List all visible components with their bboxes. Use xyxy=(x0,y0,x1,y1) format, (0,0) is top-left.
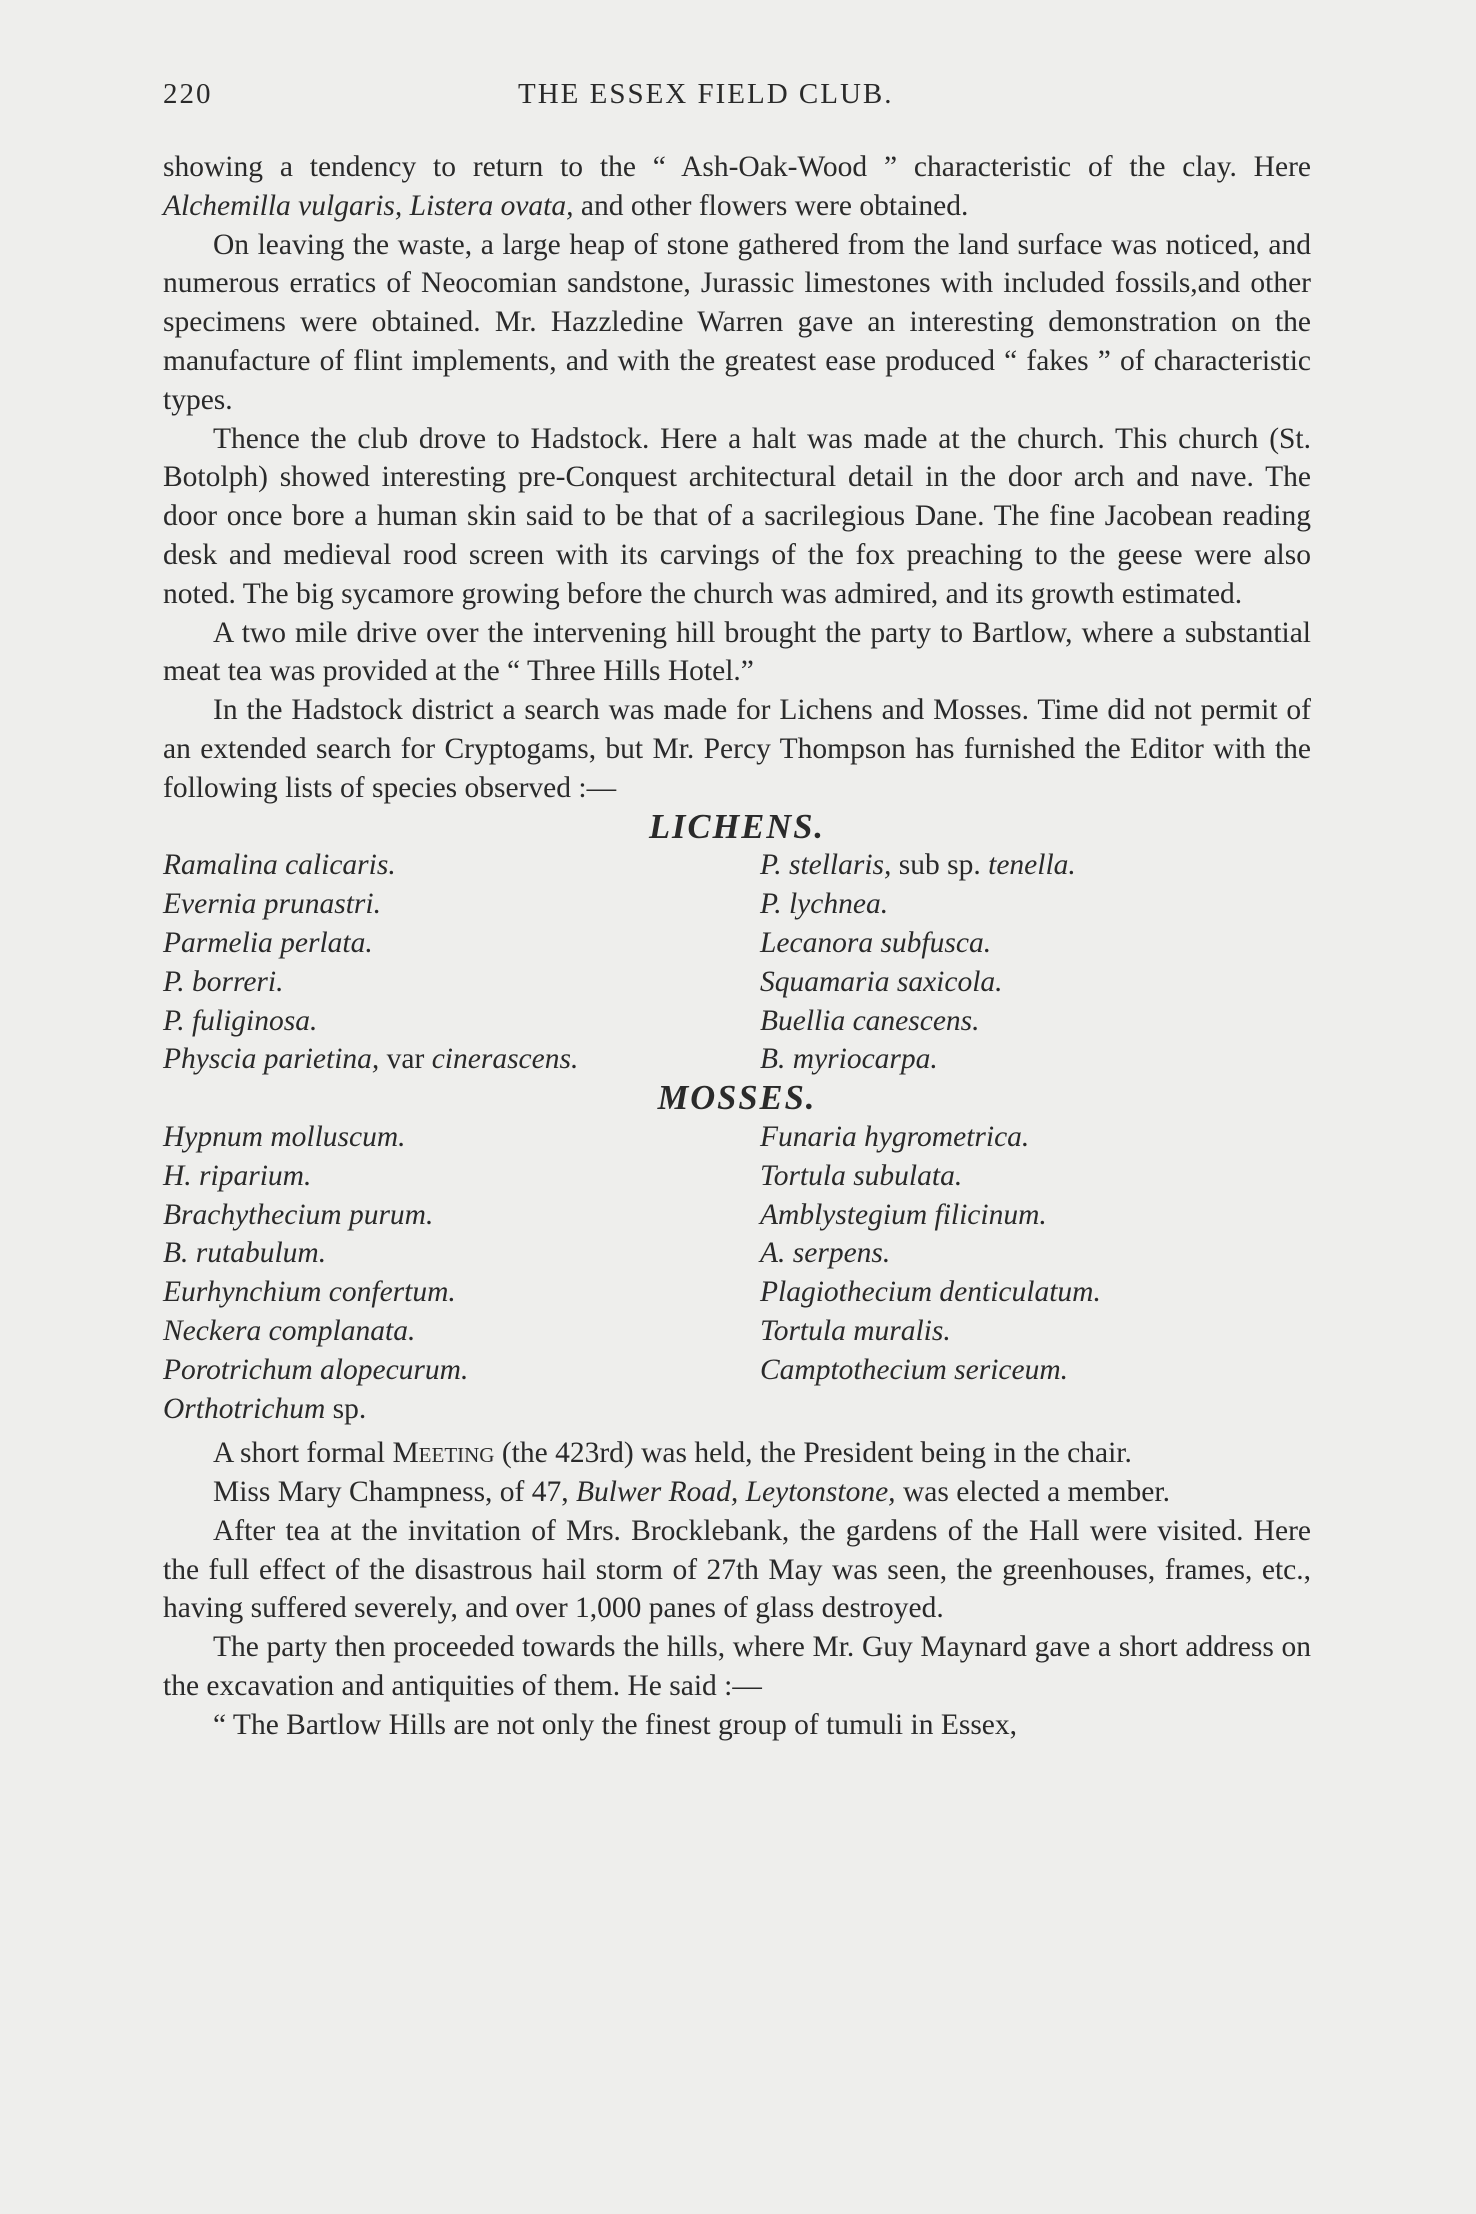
species-entry xyxy=(760,924,1311,963)
text-run: Buellia canescens. xyxy=(760,1004,980,1037)
paragraph xyxy=(163,420,1311,614)
text-run: P. fuliginosa. xyxy=(163,1004,318,1037)
paragraph xyxy=(163,614,1311,692)
text-run: Tortula muralis. xyxy=(760,1314,951,1347)
text-run: P. borreri. xyxy=(163,965,284,998)
species-entry xyxy=(760,846,1311,885)
species-entry xyxy=(163,1312,760,1351)
text-run: Evernia prunastri. xyxy=(163,888,381,921)
text-run: Thence the club drove to Hadstock. Here a halt was made at the church. This church (St. Botolph) showed interesting pre-Conquest architectural detail in the door arch and nave. The door once bore a human skin said to be that of a sacrilegious Dane. The fine Jacobean reading desk and medieval rood screen with its carvings of the fox preaching to the geese were also noted. The big sycamore growing before the church was admired, and its growth estimated. xyxy=(163,422,1311,610)
species-entry xyxy=(760,963,1311,1002)
species-entry xyxy=(163,1157,760,1196)
species-entry xyxy=(760,1351,1311,1390)
page-body xyxy=(163,148,1311,1745)
text-run: sub sp. xyxy=(891,849,989,882)
species-entry xyxy=(760,885,1311,924)
text-run: (the 423rd) was held, the President being in the chair. xyxy=(494,1437,1132,1470)
species-entry xyxy=(760,1002,1311,1041)
paragraph xyxy=(163,1512,1311,1628)
text-run: P. stellaris, xyxy=(760,849,892,882)
paragraph xyxy=(163,1706,1311,1745)
species-entry xyxy=(163,963,760,1002)
paragraph xyxy=(163,1434,1311,1473)
species-entry xyxy=(163,1196,760,1235)
text-run: and other flowers were obtained. xyxy=(573,189,969,222)
species-entry xyxy=(163,846,760,885)
text-run: cinerascens. xyxy=(431,1043,579,1076)
running-title: THE ESSEX FIELD CLUB. xyxy=(518,78,894,110)
species-entry xyxy=(163,1390,760,1429)
species-entry xyxy=(163,1273,760,1312)
species-entry xyxy=(163,1002,760,1041)
text-run: Eurhynchium confertum. xyxy=(163,1276,456,1309)
mosses-heading: MOSSES. xyxy=(657,1079,817,1118)
text-run: Brachythecium purum. xyxy=(163,1198,434,1231)
species-entry xyxy=(163,1040,760,1079)
text-run: “ The Bartlow Hills are not only the finest group of tumuli in Essex, xyxy=(213,1708,1018,1741)
text-run: tenella. xyxy=(988,849,1076,882)
text-run: P. lychnea. xyxy=(760,888,889,921)
text-run: A two mile drive over the intervening hill brought the party to Bartlow, where a substantial meat tea was provided at the “ Three Hills Hotel.” xyxy=(163,616,1311,688)
species-entry xyxy=(760,1312,1311,1351)
text-run: Physcia parietina, xyxy=(163,1043,380,1076)
species-entry xyxy=(163,885,760,924)
text-run: Camptothecium sericeum. xyxy=(760,1353,1069,1386)
paragraph xyxy=(163,226,1311,420)
species-entry xyxy=(760,1118,1311,1157)
text-run: Bulwer Road, Leytonstone, xyxy=(576,1476,896,1509)
lichens-heading: LICHENS. xyxy=(648,807,826,846)
text-run: Porotrichum alopecurum. xyxy=(163,1353,469,1386)
text-run: Neckera complanata. xyxy=(163,1314,416,1347)
text-run: Squamaria saxicola. xyxy=(760,965,1003,998)
mosses-list xyxy=(163,1118,1311,1428)
text-run: B. rutabulum. xyxy=(163,1237,327,1270)
species-entry xyxy=(760,1390,1311,1429)
species-entry xyxy=(163,924,760,963)
text-run: In the Hadstock district a search was made for Lichens and Mosses. Time did not permit of an extended search for Cryptogams, but Mr. Percy Thompson has furnished the Editor with the following lists of species observed :— xyxy=(163,694,1311,804)
paragraph xyxy=(163,148,1311,226)
text-run: Meeting xyxy=(392,1437,495,1470)
species-entry xyxy=(163,1118,760,1157)
text-run: Lecanora subfusca. xyxy=(760,926,992,959)
species-entry xyxy=(760,1196,1311,1235)
text-run: H. riparium. xyxy=(163,1159,312,1192)
text-run: Plagiothecium denticulatum. xyxy=(760,1276,1101,1309)
text-run: showing a tendency to return to the “ Ash-Oak-Wood ” characteristic of the clay. Here xyxy=(163,151,1311,183)
text-run: The party then proceeded towards the hills, where Mr. Guy Maynard gave a short address on the excavation and antiquities of them. He said :— xyxy=(163,1631,1311,1703)
page-number: 220 xyxy=(163,78,213,110)
text-run: Ramalina calicaris. xyxy=(163,849,396,882)
text-run: Tortula subulata. xyxy=(760,1159,963,1192)
text-run: A short formal xyxy=(213,1437,393,1470)
text-run: was elected a member. xyxy=(895,1476,1170,1509)
species-entry xyxy=(163,1234,760,1273)
page-header xyxy=(163,78,1311,118)
top-paragraphs xyxy=(163,148,1311,808)
paragraph xyxy=(163,1628,1311,1706)
text-run: Funaria hygrometrica. xyxy=(760,1120,1030,1153)
species-entry xyxy=(760,1040,1311,1079)
text-run: Hypnum molluscum. xyxy=(163,1120,406,1153)
text-run: On leaving the waste, a large heap of stone gathered from the land surface was noticed, and numerous erratics of Neocomian sandstone, Jurassic limestones with included fossils,and other specimens were obtained. Mr. Hazzledine Warren gave an interesting demonstration on the manufacture of flint implements, and with the greatest ease produced “ fakes ” of characteristic types. xyxy=(163,228,1311,416)
species-entry xyxy=(760,1273,1311,1312)
text-run: A. serpens. xyxy=(760,1237,891,1270)
text-run: Parmelia perlata. xyxy=(163,926,373,959)
text-run: Orthotrichum xyxy=(163,1392,326,1425)
bottom-paragraphs xyxy=(163,1434,1311,1744)
text-run: Amblystegium filicinum. xyxy=(760,1198,1047,1231)
text-run: var xyxy=(379,1043,432,1076)
lichens-list xyxy=(163,846,1311,1079)
paragraph xyxy=(163,1473,1311,1512)
text-run: B. myriocarpa. xyxy=(760,1043,938,1076)
paragraph xyxy=(163,691,1311,807)
text-run: Alchemilla vulgaris, Listera ovata, xyxy=(163,189,574,222)
text-run: Miss Mary Champness, of 47, xyxy=(213,1476,577,1509)
species-entry xyxy=(760,1157,1311,1196)
species-entry xyxy=(760,1234,1311,1273)
text-run: After tea at the invitation of Mrs. Brocklebank, the gardens of the Hall were visited. Here the full effect of the disastrous hail storm of 27th May was seen, the greenhouses, frames, etc., having suffered severely, and over 1,000 panes of glass destroyed. xyxy=(163,1514,1311,1625)
text-run: sp. xyxy=(325,1392,367,1425)
species-entry xyxy=(163,1351,760,1390)
